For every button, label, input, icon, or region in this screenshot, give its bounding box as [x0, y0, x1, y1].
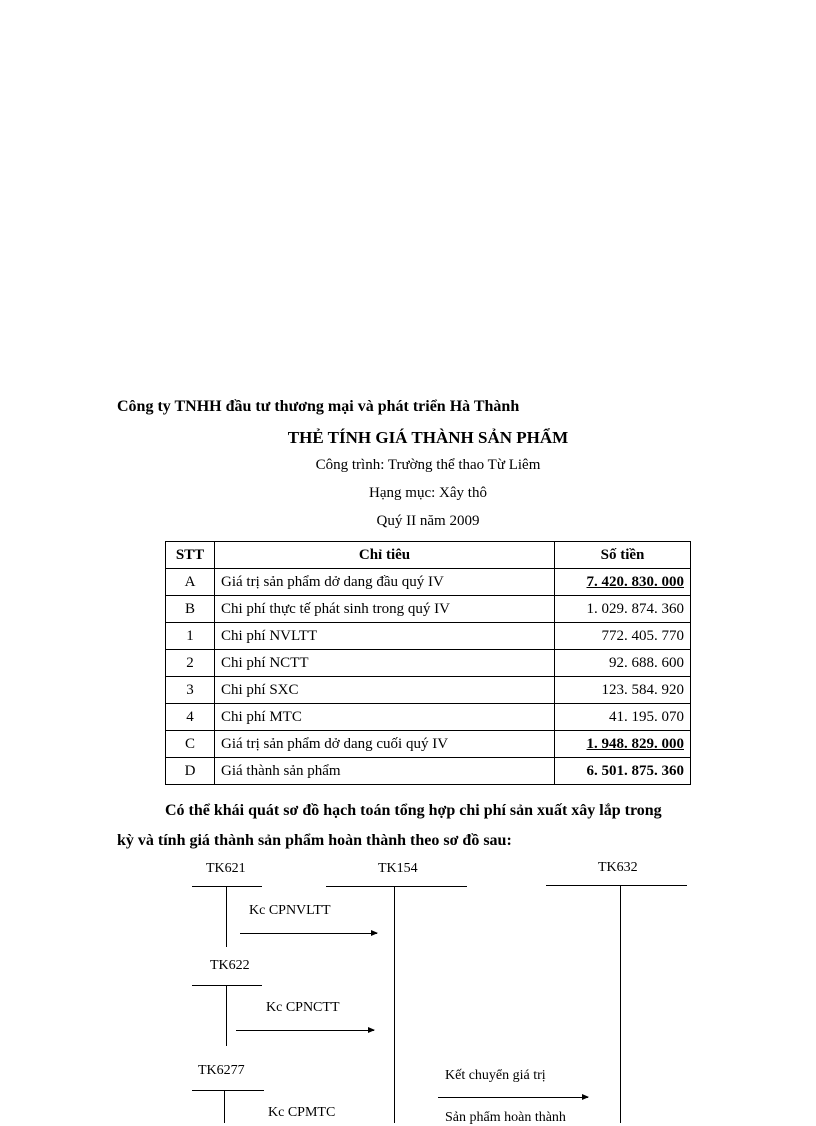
row-amount: 1. 029. 874. 360: [555, 596, 691, 623]
row-stt: 2: [166, 650, 215, 677]
account-stem-tk622: [226, 986, 227, 1046]
account-label-tk632: TK632: [598, 860, 638, 875]
row-stt: A: [166, 569, 215, 596]
row-amount: 7. 420. 830. 000: [555, 569, 691, 596]
account-line-tk6277: [192, 1090, 264, 1091]
table-row: [166, 731, 691, 758]
account-stem-tk6277: [224, 1091, 225, 1123]
account-stem-tk632: [620, 886, 621, 1123]
account-label-tk622: TK622: [210, 958, 250, 973]
col-header-indicator: Chỉ tiêu: [215, 542, 555, 569]
label-transfer-value: Kết chuyển giá trị: [445, 1068, 546, 1083]
account-stem-tk154: [394, 887, 395, 1123]
row-amount: 772. 405. 770: [555, 623, 691, 650]
row-name: Giá thành sản phẩm: [215, 758, 555, 785]
paragraph-line-1: Có thể khái quát sơ đồ hạch toán tổng hợp chi phí sản xuất xây lắp trong: [165, 802, 662, 819]
row-stt: C: [166, 731, 215, 758]
row-amount: 92. 688. 600: [555, 650, 691, 677]
account-label-tk154: TK154: [378, 861, 418, 876]
row-name: Chi phí thực tế phát sinh trong quý IV: [215, 596, 555, 623]
table-row: [166, 758, 691, 785]
row-stt: 4: [166, 704, 215, 731]
table-header-row: [166, 542, 691, 569]
table-row: [166, 623, 691, 650]
row-stt: D: [166, 758, 215, 785]
row-amount: 6. 501. 875. 360: [555, 758, 691, 785]
row-stt: 3: [166, 677, 215, 704]
cost-table: [165, 541, 691, 785]
row-name: Giá trị sản phẩm dở dang cuối quý IV: [215, 731, 555, 758]
row-name: Chi phí NCTT: [215, 650, 555, 677]
table-row: [166, 569, 691, 596]
project-name: Công trình: Trường thể thao Từ Liêm: [315, 457, 541, 473]
account-line-tk621: [192, 886, 262, 887]
col-header-amount: Số tiền: [555, 542, 691, 569]
row-name: Chi phí NVLTT: [215, 623, 555, 650]
company-name: Công ty TNHH đầu tư thương mại và phát triển Hà Thành: [117, 398, 520, 415]
row-name: Chi phí MTC: [215, 704, 555, 731]
paragraph-line-2: kỳ và tính giá thành sản phẩm hoàn thành theo sơ đồ sau:: [117, 832, 512, 849]
arrow-ncttt: [236, 1030, 374, 1031]
document-title: THẺ TÍNH GIÁ THÀNH SẢN PHẨM: [287, 428, 569, 447]
arrow-nvltt: [240, 933, 377, 934]
row-stt: 1: [166, 623, 215, 650]
account-line-tk154: [326, 886, 467, 887]
account-label-tk6277: TK6277: [198, 1063, 245, 1078]
table-row: [166, 650, 691, 677]
table-row: [166, 596, 691, 623]
row-name: Chi phí SXC: [215, 677, 555, 704]
table-row: [166, 704, 691, 731]
row-amount: 41. 195. 070: [555, 704, 691, 731]
period: Quý II năm 2009: [376, 513, 480, 529]
label-kc-nvltt: Kc CPNVLTT: [249, 903, 331, 918]
account-stem-tk621: [226, 887, 227, 947]
col-header-stt: STT: [166, 542, 215, 569]
row-name: Giá trị sản phẩm dở dang đầu quý IV: [215, 569, 555, 596]
label-finished-product: Sản phẩm hoàn thành: [445, 1110, 566, 1125]
account-line-tk622: [192, 985, 262, 986]
arrow-transfer: [438, 1097, 588, 1098]
account-line-tk632: [546, 885, 687, 886]
table-row: [166, 677, 691, 704]
row-amount: 123. 584. 920: [555, 677, 691, 704]
work-item: Hạng mục: Xây thô: [369, 485, 487, 501]
account-label-tk621: TK621: [206, 861, 246, 876]
row-stt: B: [166, 596, 215, 623]
label-kc-mtc: Kc CPMTC: [268, 1105, 336, 1120]
label-kc-ncttt: Kc CPNCTT: [266, 1000, 340, 1015]
row-amount: 1. 948. 829. 000: [555, 731, 691, 758]
